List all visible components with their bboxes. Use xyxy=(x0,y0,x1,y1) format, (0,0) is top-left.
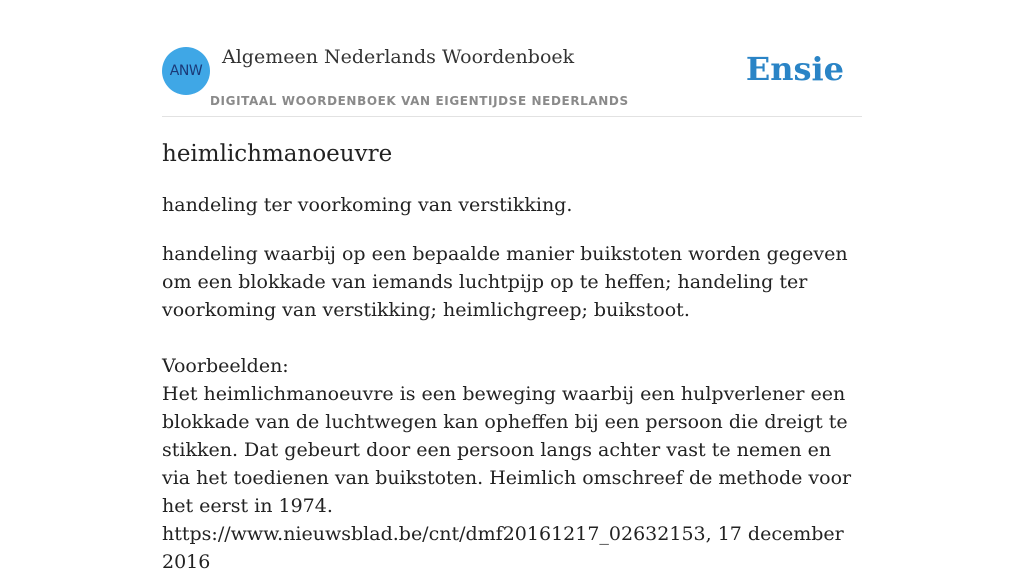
examples-section xyxy=(162,352,862,576)
dictionary-title[interactable]: Algemeen Nederlands Woordenboek xyxy=(222,46,575,68)
example-source: https://www.nieuwsblad.be/cnt/dmf20161217_02632153, 17 december 2016 xyxy=(162,523,844,573)
site-header xyxy=(162,0,862,117)
dictionary-subtitle: DIGITAAL WOORDENBOEK VAN EIGENTIJDSE NEDERLANDS xyxy=(210,94,629,108)
entry-headword: heimlichmanoeuvre xyxy=(162,141,393,167)
long-definition: handeling waarbij op een bepaalde manier buikstoten worden gegeven om een blokkade van iemands luchtpijp op te heffen; handeling ter voorkoming van verstikking; heimlichgreep; buikstoot. xyxy=(162,243,848,321)
anw-logo[interactable] xyxy=(162,47,210,95)
examples-label: Voorbeelden: xyxy=(162,355,289,377)
short-definition: handeling ter voorkoming van verstikking. xyxy=(162,194,573,216)
ensie-brand-logo[interactable]: Ensie xyxy=(745,50,844,88)
logo-text: ANW xyxy=(169,63,203,79)
example-text: Het heimlichmanoeuvre is een beweging waarbij een hulpverlener een blokkade van de luchtwegen kan opheffen bij een persoon die dreigt te stikken. Dat gebeurt door een persoon langs achter vast te nemen en via het toedienen van buikstoten. Heimlich omschreef de methode voor het eerst in 1974. xyxy=(162,383,852,517)
